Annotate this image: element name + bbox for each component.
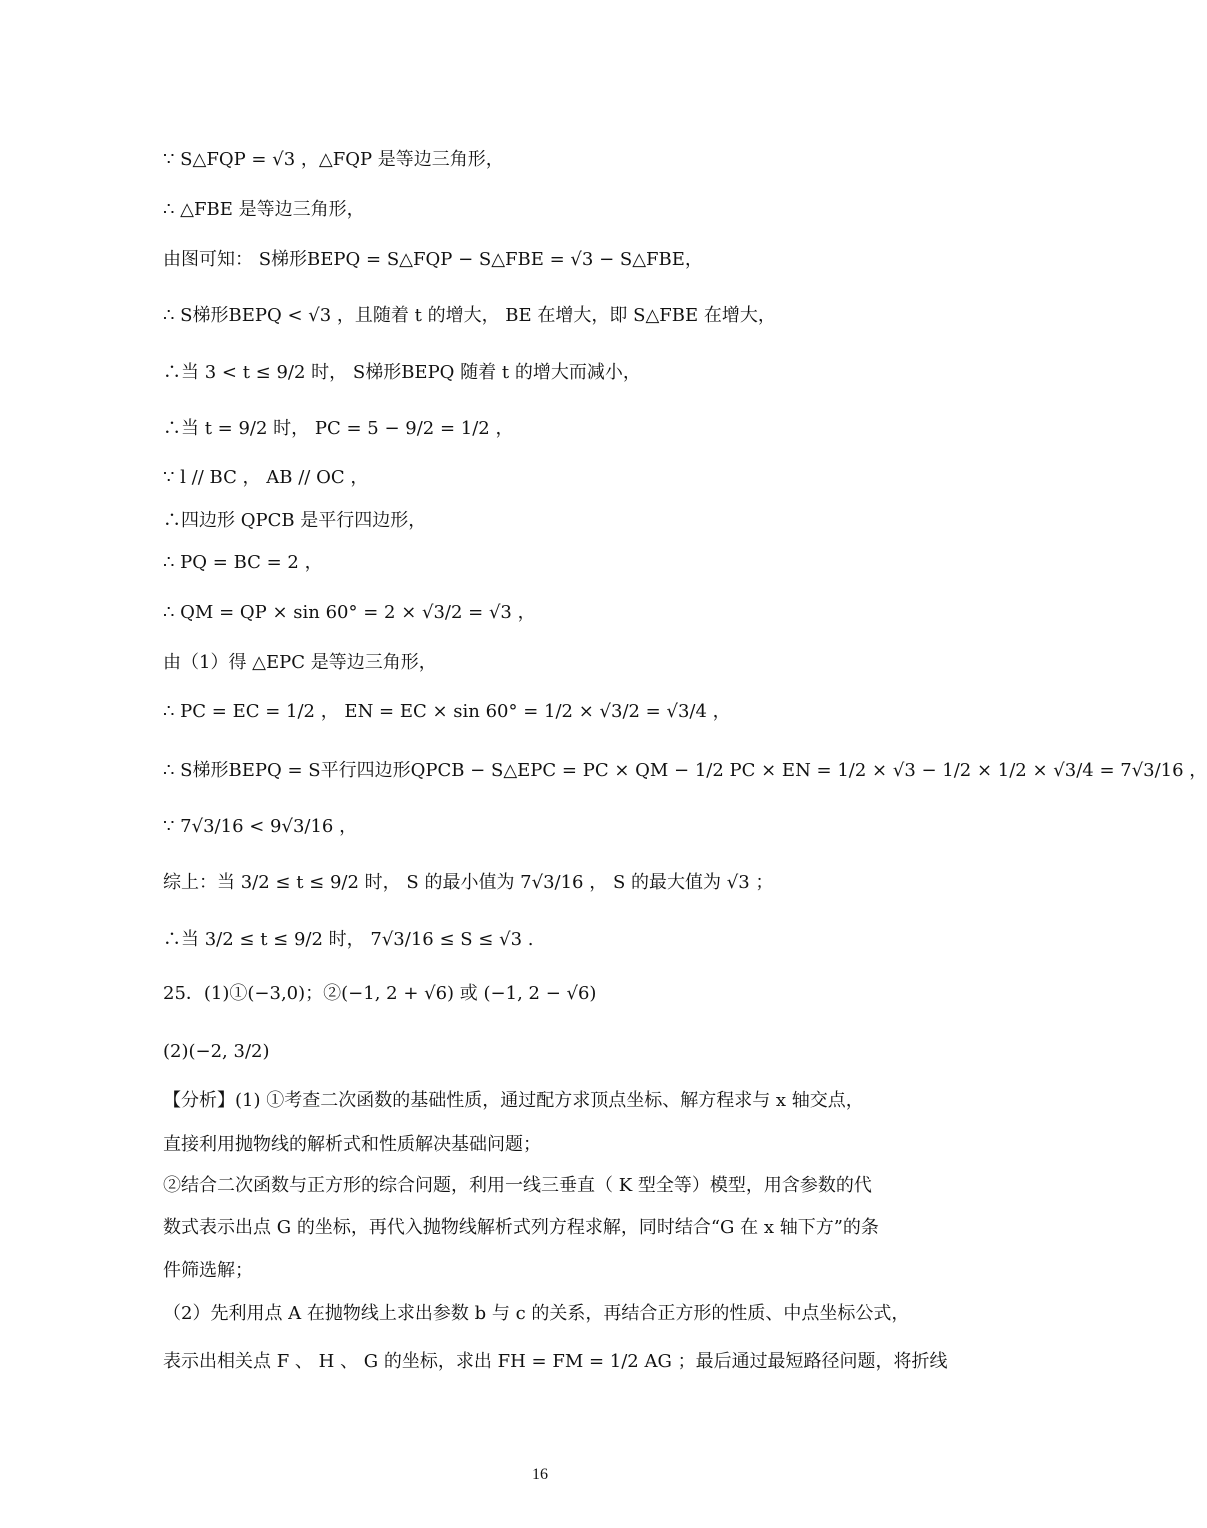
answer-line: 25．(1)①(−3,0)；②(−1, 2 + √6) 或 (−1, 2 − √6) — [163, 983, 597, 1004]
proof-line: 由（1）得 △EPC 是等边三角形， — [163, 652, 437, 673]
proof-line: ∵ S△FQP = √3 ，△FQP 是等边三角形， — [163, 149, 504, 170]
proof-line: ∴ PQ = BC = 2 ， — [163, 552, 323, 573]
proof-line: ∴当 3 < t ≤ 9/2 时， S梯形BEPQ 随着 t 的增大而减小， — [163, 362, 641, 383]
page-number: 16 — [532, 1466, 548, 1483]
analysis-line: 直接利用抛物线的解析式和性质解决基础问题； — [163, 1134, 541, 1155]
analysis-line: 【分析】(1) ①考查二次函数的基础性质，通过配方求顶点坐标、解方程求与 x 轴交点， — [163, 1090, 864, 1111]
analysis-line: （2）先利用点 A 在抛物线上求出参数 b 与 c 的关系，再结合正方形的性质、中点坐标公式， — [163, 1303, 910, 1324]
proof-line: ∴ PC = EC = 1/2 ， EN = EC × sin 60° = 1/2 × √3/2 = √3/4 ， — [163, 701, 731, 722]
proof-line: ∴四边形 QPCB 是平行四边形， — [163, 510, 427, 531]
proof-line: 由图可知： S梯形BEPQ = S△FQP − S△FBE = √3 − S△FBE， — [163, 249, 703, 270]
analysis-line: 表示出相关点 F 、 H 、 G 的坐标，求出 FH = FM = 1/2 AG ；最后通过最短路径问题，将折线 — [163, 1351, 948, 1372]
proof-line: ∵ 7√3/16 < 9√3/16 ， — [163, 816, 358, 837]
proof-line: ∴当 3/2 ≤ t ≤ 9/2 时， 7√3/16 ≤ S ≤ √3 . — [163, 929, 534, 950]
proof-line: ∴ S梯形BEPQ < √3 ，且随着 t 的增大， BE 在增大，即 S△FBE 在增大， — [163, 305, 776, 326]
proof-line: ∴ S梯形BEPQ = S平行四边形QPCB − S△EPC = PC × QM − 1/2 PC × EN = 1/2 × √3 − 1/2 × 1/2 × √3/4 = 7√3/16 ， — [163, 760, 1207, 781]
analysis-line: ②结合二次函数与正方形的综合问题，利用一线三垂直（ K 型全等）模型，用含参数的代 — [163, 1175, 872, 1196]
proof-line: ∵ l // BC ， AB // OC ， — [163, 467, 369, 488]
analysis-line: 数式表示出点 G 的坐标，再代入抛物线解析式列方程求解，同时结合“G 在 x 轴下方”的条 — [163, 1217, 879, 1238]
answer-line: (2)(−2, 3/2) — [163, 1041, 270, 1062]
analysis-line: 件筛选解； — [163, 1260, 253, 1281]
proof-line: 综上：当 3/2 ≤ t ≤ 9/2 时， S 的最小值为 7√3/16 ， S 的最大值为 √3 ； — [163, 872, 774, 893]
proof-line: ∴ △FBE 是等边三角形， — [163, 199, 365, 220]
proof-line: ∴当 t = 9/2 时， PC = 5 − 9/2 = 1/2 ， — [163, 418, 514, 439]
proof-line: ∴ QM = QP × sin 60° = 2 × √3/2 = √3 ， — [163, 602, 536, 623]
